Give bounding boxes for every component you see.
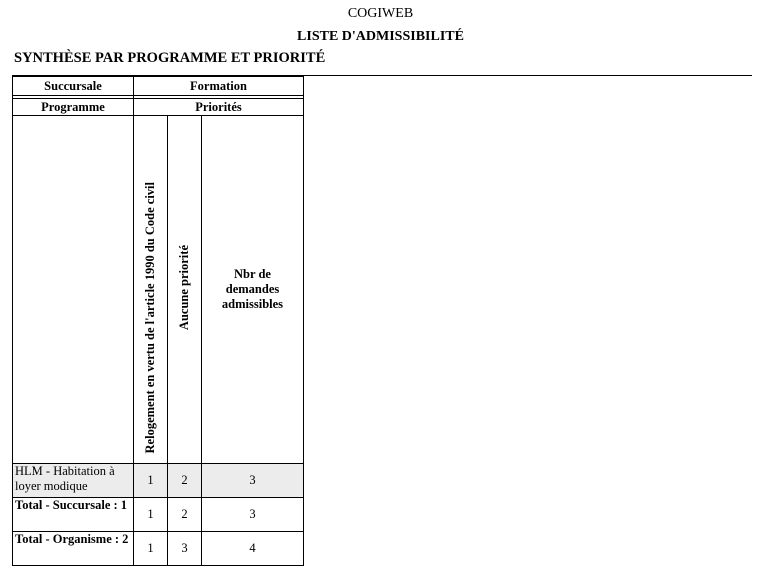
blank-header-cell (13, 116, 134, 464)
programme-header: Programme (13, 99, 134, 116)
column-label-relogement: Relogement en vertu de l'article 1990 du Code civil (143, 181, 157, 453)
column-label-aucune: Aucune priorité (177, 244, 191, 331)
succursale-header: Succursale (13, 77, 134, 96)
organization-name: COGIWEB (347, 6, 414, 21)
column-header-aucune (168, 116, 202, 464)
row-label: Total - Organisme : 2 (13, 532, 134, 566)
column-header-relogement (134, 116, 168, 464)
cell-aucune: 3 (168, 532, 202, 566)
priorites-header: Priorités (134, 99, 304, 116)
formation-header: Formation (134, 77, 304, 96)
cell-relogement: 1 (134, 464, 168, 498)
column-header-nbr (202, 116, 304, 464)
cell-relogement: 1 (134, 532, 168, 566)
column-label-nbr: Nbr de demandes admissibles (221, 267, 284, 311)
table-row (13, 532, 304, 566)
summary-table (12, 76, 304, 566)
cell-total: 3 (202, 464, 304, 498)
cell-aucune: 2 (168, 464, 202, 498)
header-row-programme (13, 99, 304, 116)
cell-relogement: 1 (134, 498, 168, 532)
cell-total: 4 (202, 532, 304, 566)
cell-total: 3 (202, 498, 304, 532)
report-subtitle: SYNTHÈSE PAR PROGRAMME ET PRIORITÉ (14, 50, 326, 66)
column-headers-row (13, 116, 304, 464)
table-row (13, 464, 304, 498)
row-label: Total - Succursale : 1 (13, 498, 134, 532)
report-title: LISTE D'ADMISSIBILITÉ (297, 29, 464, 44)
cell-aucune: 2 (168, 498, 202, 532)
row-label: HLM - Habitation à loyer modique (13, 464, 134, 498)
header-row-succursale (13, 77, 304, 96)
table-row (13, 498, 304, 532)
